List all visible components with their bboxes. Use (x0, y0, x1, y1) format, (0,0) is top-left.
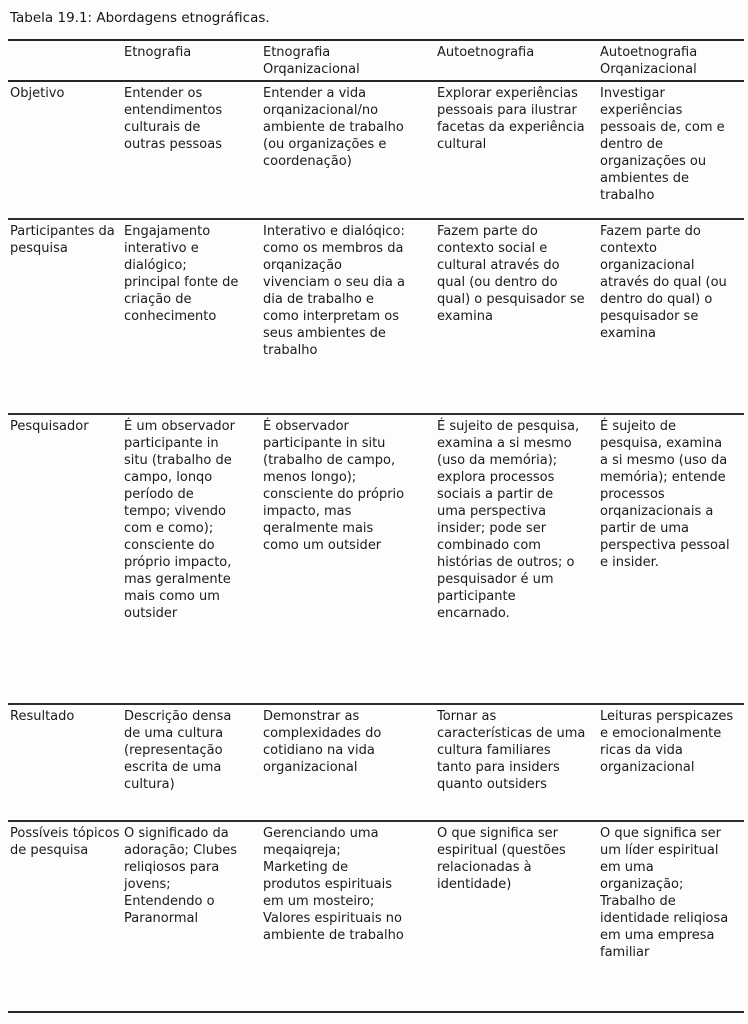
table-cell: É observador participante in situ (trabalho de campo, menos longo); consciente do próprio impacto, mas qeralmente mais como um outsider (263, 419, 405, 553)
row-label: Participantes da pesquisa (10, 224, 115, 256)
column-header-etnografia-organizacional: Etnografia Orqanizacional (261, 40, 435, 81)
table-cell: Tornar as características de uma cultura familiares tanto para insiders quanto outsiders (437, 709, 586, 792)
ethnography-comparison-table (8, 39, 744, 1013)
table-cell: É um observador participante in situ (trabalho de campo, lonqo período de tempo; vivendo com e como); consciente do próprio impacto, mas geralmente mais como um outsider (124, 419, 235, 621)
table-cell: É sujeito de pesquisa, examina a si mesmo (uso da memória); entende processos orqanizacionais a partir de uma perspectiva pessoal e insider. (600, 419, 730, 570)
table-cell: Fazem parte do contexto social e cultural através do qual (ou dentro do qual) o pesquisador se examina (437, 224, 585, 324)
table-cell: Descrição densa de uma cultura (representação escrita de uma cultura) (124, 709, 232, 792)
column-header-etnografia: Etnografia (122, 40, 261, 81)
column-header-autoetnografia: Autoetnografia (435, 40, 598, 81)
table-row-resultado (8, 704, 744, 821)
table-row-participantes (8, 219, 744, 414)
table-cell: O que significa ser um líder espiritual em uma organização; Trabalho de identidade reliqiosa em uma empresa familiar (600, 826, 729, 960)
table-row-pesquisador (8, 414, 744, 704)
table-row-objetivo (8, 81, 744, 219)
column-header-autoetnografia-organizacional: Autoetnografia Orqanizacional (598, 40, 744, 81)
table-cell: Demonstrar as complexidades do cotidiano na vida organizacional (263, 709, 382, 775)
column-header-empty (8, 40, 122, 81)
table-cell: Explorar experiências pessoais para ilustrar facetas da experiência cultural (437, 86, 585, 152)
table-caption: Tabela 19.1: Abordagens etnográficas. (10, 10, 270, 26)
table-cell: Gerenciando uma meqaiqreja; Marketing de produtos espirituais em um mosteiro; Valores espirituais no ambiente de trabalho (263, 826, 404, 943)
table-cell: Engajamento interativo e dialógico; principal fonte de criação de conhecimento (124, 224, 239, 324)
row-label: Pesquisador (10, 419, 89, 434)
table-cell: Investigar experiências pessoais de, com e dentro de organizações ou ambientes de trabalho (600, 86, 725, 203)
table-cell: Fazem parte do contexto organizacional através do qual (ou dentro do qual) o pesquisador se examina (600, 224, 727, 341)
table-cell: É sujeito de pesquisa, examina a si mesmo (uso da memória); explora processos sociais a partir de uma perspectiva insider; pode ser combinado com histórias de outros; o pesquisador é um participante encarnado. (437, 419, 580, 621)
table-cell: Interativo e dialóqico: como os membros da orqanização vivenciam o seu dia a dia de trabalho e como interpretam os seus ambientes de trabalho (263, 224, 405, 358)
table-header-row (8, 40, 744, 81)
table-cell: Leituras perspicazes e emocionalmente ricas da vida organizacional (600, 709, 734, 775)
table-cell: O significado da adoração; Clubes reliqiosos para jovens; Entendendo o Paranormal (124, 826, 238, 926)
row-label: Possíveis tópicos de pesquisa (10, 826, 120, 858)
table-cell: Entender a vida orqanizacional/no ambiente de trabalho (ou organizações e coordenação) (263, 86, 404, 169)
row-label: Objetivo (10, 86, 65, 101)
row-label: Resultado (10, 709, 75, 724)
table-cell: O que significa ser espiritual (questões relacionadas à identidade) (437, 826, 566, 892)
table-row-possiveis-topicos (8, 821, 744, 1012)
table-cell: Entender os entendimentos culturais de outras pessoas (124, 86, 223, 152)
